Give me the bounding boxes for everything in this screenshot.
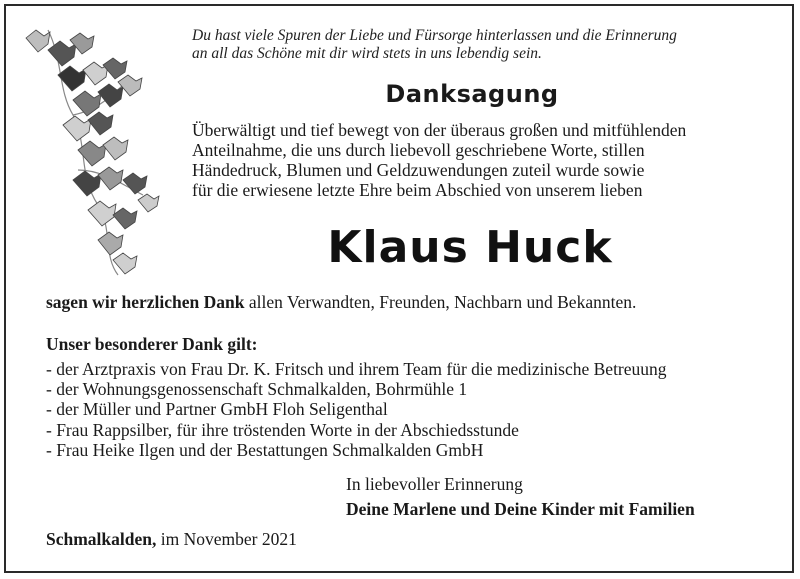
thanks-rest: allen Verwandten, Freunden, Nachbarn und Bekannten.: [244, 292, 637, 312]
list-item: - der Müller und Partner GmbH Floh Seligenthal: [46, 399, 388, 420]
intro-line: für die erwiesene letzte Ehre beim Abschied von unserem lieben: [192, 180, 643, 200]
place-and-date: [46, 529, 297, 550]
quote-line: Du hast viele Spuren der Liebe und Fürsorge hinterlassen und die Erinnerung: [192, 27, 677, 44]
memorial-quote: [192, 27, 772, 63]
place-city: Schmalkalden,: [46, 529, 157, 549]
family-signature: Deine Marlene und Deine Kinder mit Familien: [346, 499, 695, 519]
list-item: - Frau Heike Ilgen und der Bestattungen Schmalkalden GmbH: [46, 439, 484, 460]
thanks-bold: sagen wir herzlichen Dank: [46, 292, 245, 312]
quote-line: an all das Schöne mit dir wird stets in uns lebendig sein.: [192, 45, 542, 62]
special-thanks-list: [46, 359, 786, 460]
deceased-name: Klaus Huck: [327, 222, 613, 273]
list-item: - der Arztpraxis von Frau Dr. K. Fritsch und ihrem Team für die medizinische Betreuung: [46, 359, 667, 379]
closing-phrase: In liebevoller Erinnerung: [346, 474, 523, 494]
intro-line: Anteilnahme, die uns durch liebevoll geschriebene Worte, stillen: [192, 140, 645, 160]
list-item: - Frau Rappsilber, für ihre tröstenden Worte in der Abschiedsstunde: [46, 419, 519, 440]
list-item: - der Wohnungsgenossenschaft Schmalkalden, Bohrmühle 1: [46, 379, 468, 400]
heading-danksagung: Danksagung: [385, 80, 559, 108]
intro-line: Händedruck, Blumen und Geldzuwendungen zuteil wurde sowie: [192, 160, 645, 180]
intro-paragraph: [192, 120, 772, 200]
special-thanks-heading: Unser besonderer Dank gilt:: [46, 334, 258, 354]
thanks-line: [46, 292, 786, 313]
ivy-leaves-illustration: [18, 20, 163, 280]
place-date: im November 2021: [156, 529, 297, 549]
intro-line: Überwältigt und tief bewegt von der überaus großen und mitfühlenden: [192, 120, 687, 140]
